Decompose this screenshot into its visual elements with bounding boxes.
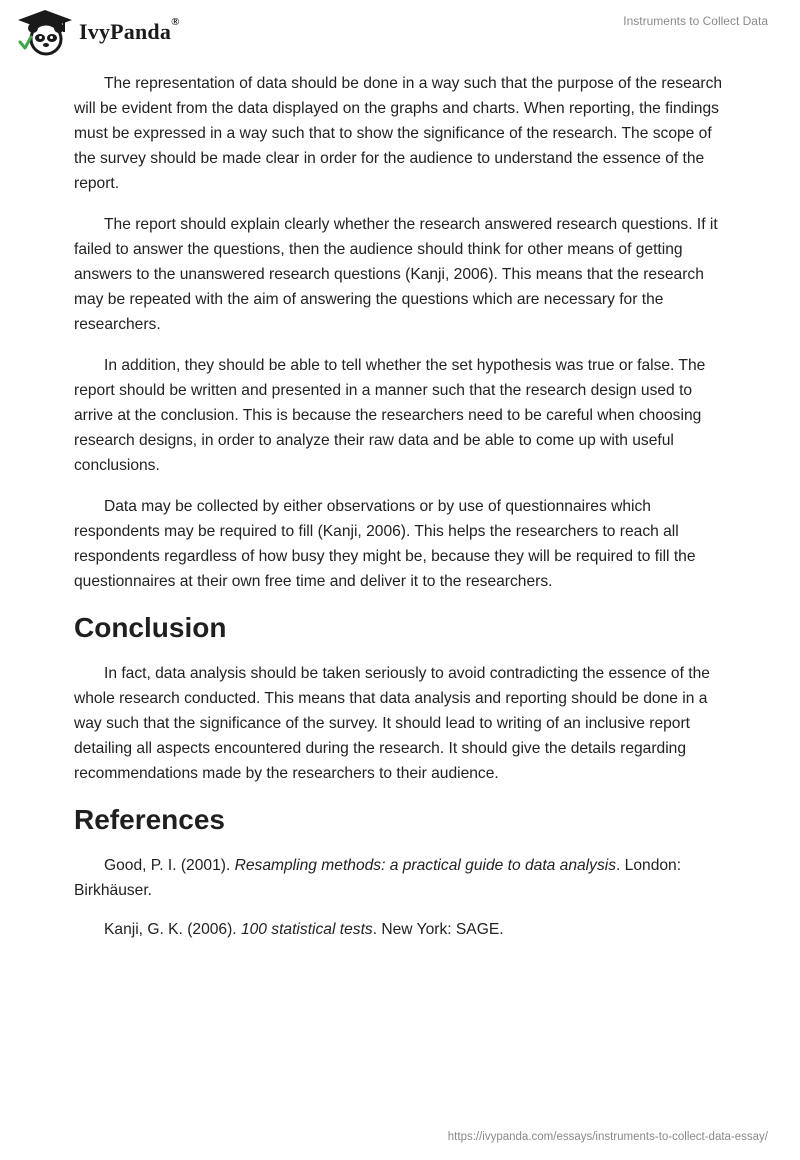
page-header	[0, 0, 800, 60]
conclusion-heading: Conclusion	[74, 612, 227, 643]
body-paragraph-2: The report should explain clearly whether the research answered research questions. If it failed to answer the questions, then the audience should think for other means of getting answers to the unanswered research questions (Kanji, 2006). This means that the research may be repeated with the aim of answering the questions which are necessary for the researchers.	[74, 216, 718, 333]
body-paragraph-1: The representation of data should be done in a way such that the purpose of the research will be evident from the data displayed on the graphs and charts. When reporting, the findings must be expressed in a way such that to show the significance of the research. The scope of the survey should be made clear in order for the audience to understand the essence of the report.	[74, 75, 723, 192]
conclusion-paragraph: In fact, data analysis should be taken seriously to avoid contradicting the essence of the whole research conducted. This means that data analysis and reporting should be done in a way such that the significance of the survey. It should lead to writing of an inclusive report detailing all aspects encountered during the research. It should give the details regarding recommendations made by the researchers to their audience.	[74, 665, 710, 782]
reference-2-authors: Kanji, G. K. (2006).	[104, 921, 241, 938]
reference-1-title: Resampling methods: a practical guide to data analysis	[234, 857, 617, 874]
reference-item-2	[74, 917, 726, 942]
brand-logo[interactable]	[16, 8, 180, 56]
reference-2-publisher: . New York: SAGE.	[372, 921, 504, 938]
body-paragraph-3: In addition, they should be able to tell whether the set hypothesis was true or false. The report should be written and presented in a manner such that the research design used to arrive at the conclusion. This is because the researchers need to be careful when choosing research designs, in order to analyze their raw data and be able to come up with useful conclusions.	[74, 357, 706, 474]
source-url[interactable]: https://ivypanda.com/essays/instruments-to-collect-data-essay/	[447, 1131, 768, 1143]
registered-mark: ®	[171, 16, 180, 28]
reference-2-title: 100 statistical tests	[240, 921, 373, 938]
brand-name	[79, 16, 180, 45]
reference-1-authors: Good, P. I. (2001).	[104, 857, 235, 874]
document-title: Instruments to Collect Data	[623, 14, 768, 28]
essay-body	[74, 71, 726, 956]
references-heading: References	[74, 804, 225, 835]
reference-item-1	[74, 853, 726, 903]
reference-1-publisher: . London: Birkhäuser.	[74, 857, 682, 899]
panda-logo-icon	[16, 8, 74, 56]
body-paragraph-4: Data may be collected by either observations or by use of questionnaires which respondents may be required to fill (Kanji, 2006). This helps the researchers to reach all respondents regardless of how busy they might be, because they will be required to fill the questionnaires at their own free time and deliver it to the researchers.	[74, 498, 696, 590]
brand-name-text: IvyPanda	[79, 19, 172, 44]
